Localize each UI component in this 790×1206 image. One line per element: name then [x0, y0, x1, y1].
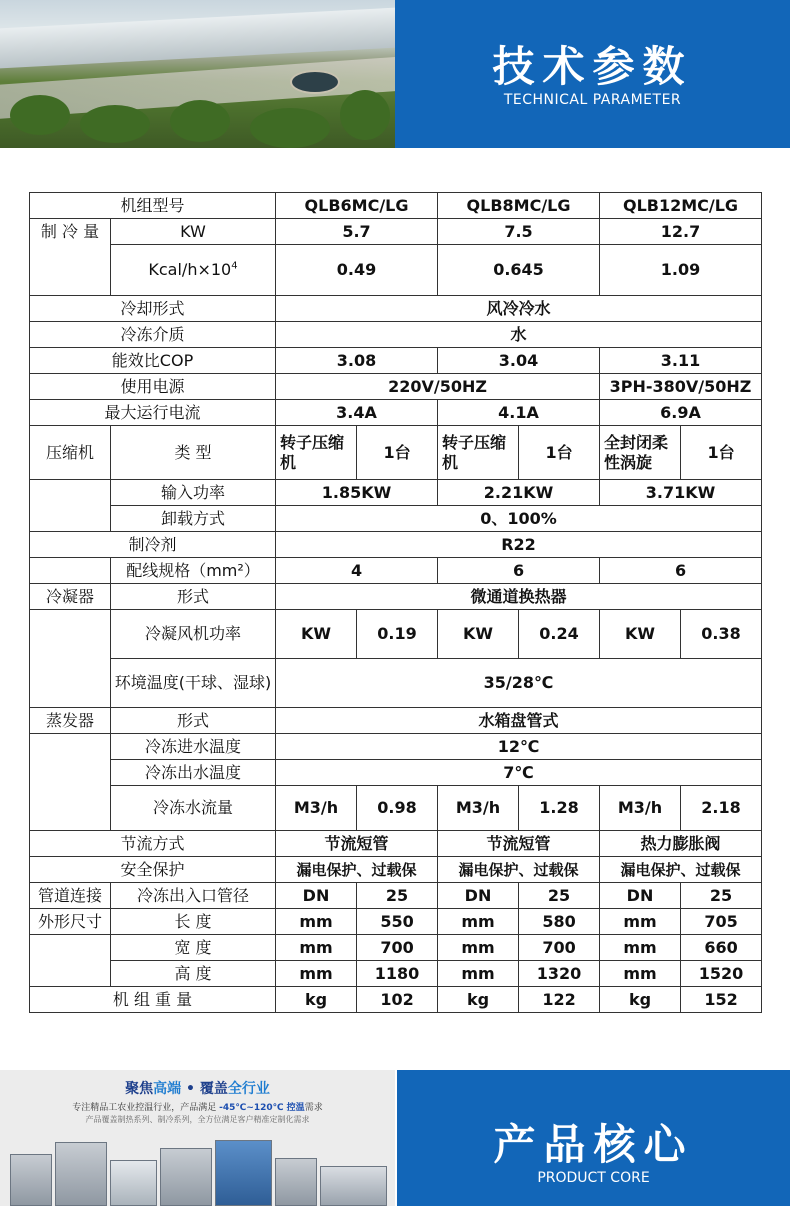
- evaporator-label: 蒸发器: [30, 708, 111, 734]
- table-row: [30, 760, 762, 786]
- table-row: [30, 659, 762, 708]
- cooling-kcal-unit: [111, 245, 276, 296]
- row-label: 长 度: [111, 909, 276, 935]
- row-label: 冷冻出入口管径: [111, 883, 276, 909]
- table-row: [30, 193, 762, 219]
- table-row: [30, 987, 762, 1013]
- table-row: [30, 935, 762, 961]
- cell-unit: mm: [438, 935, 519, 961]
- cell-value: 微通道换热器: [276, 584, 762, 610]
- machine-image: [215, 1140, 272, 1206]
- footer-banner: [0, 1070, 790, 1206]
- cell-value: 1.85KW: [276, 480, 438, 506]
- cell-value: 转子压缩机: [276, 426, 357, 480]
- cell-value: 660: [681, 935, 762, 961]
- cell-value: 1520: [681, 961, 762, 987]
- cell-value: 7℃: [276, 760, 762, 786]
- cell-value: 12.7: [600, 219, 762, 245]
- table-row: [30, 506, 762, 532]
- cell-value: 节流短管: [438, 831, 600, 857]
- row-label: 最大运行电流: [30, 400, 276, 426]
- dims-label: 外形尺寸: [30, 909, 111, 935]
- row-label: 形式: [111, 708, 276, 734]
- cell-value: 0、100%: [276, 506, 762, 532]
- cell-value: 0.38: [681, 610, 762, 659]
- cell-value: 580: [519, 909, 600, 935]
- factory-aerial-photo: [0, 0, 395, 148]
- cell-unit: KW: [600, 610, 681, 659]
- row-label: 节流方式: [30, 831, 276, 857]
- cell-value: 全封闭柔性涡旋: [600, 426, 681, 480]
- cell-unit: KW: [438, 610, 519, 659]
- table-row: [30, 961, 762, 987]
- promo-highlight: -45℃~120℃ 控温: [219, 1103, 305, 1113]
- cell-unit: DN: [438, 883, 519, 909]
- row-label: 机 组 重 量: [30, 987, 276, 1013]
- cell-value: 热力膨胀阀: [600, 831, 762, 857]
- promo-text: 专注精品工农业控温行业，产品满足: [72, 1103, 220, 1113]
- product-core-box: [397, 1070, 790, 1206]
- cooling-label: 制 冷 量: [30, 219, 111, 296]
- machine-image: [160, 1148, 212, 1206]
- table-row: [30, 883, 762, 909]
- promo-headline: [0, 1078, 395, 1098]
- cell-value: 25: [519, 883, 600, 909]
- cell-value: 7.5: [438, 219, 600, 245]
- cell-value: 6: [438, 558, 600, 584]
- cell-value: 3.71KW: [600, 480, 762, 506]
- table-row: [30, 708, 762, 734]
- promo-highlight: 全行业: [227, 1081, 270, 1097]
- cell-value: 水: [276, 322, 762, 348]
- cell-value: 550: [357, 909, 438, 935]
- cell-value: 122: [519, 987, 600, 1013]
- promo-text: 需求: [304, 1103, 323, 1113]
- cell-value: 0.19: [357, 610, 438, 659]
- cell-value: 700: [519, 935, 600, 961]
- cell-value: 2.18: [681, 786, 762, 831]
- cell-unit: KW: [276, 610, 357, 659]
- condenser-label: 冷凝器: [30, 584, 111, 610]
- row-label: 制冷剂: [30, 532, 276, 558]
- page-subtitle: TECHNICAL PARAMETER: [503, 92, 682, 108]
- cell-value: 水箱盘管式: [276, 708, 762, 734]
- cell-unit: DN: [600, 883, 681, 909]
- cell-value: 220V/50HZ: [276, 374, 600, 400]
- cell-value: 转子压缩机: [438, 426, 519, 480]
- cell-unit: DN: [276, 883, 357, 909]
- page-title: 技术参数: [492, 42, 693, 91]
- promo-text: • 覆盖: [181, 1081, 228, 1097]
- machine-image: [110, 1160, 157, 1206]
- table-row: [30, 532, 762, 558]
- table-row: [30, 348, 762, 374]
- table-row: [30, 831, 762, 857]
- cell-value: 漏电保护、过载保: [600, 857, 762, 883]
- cell-unit: kg: [438, 987, 519, 1013]
- header-banner: [0, 0, 790, 148]
- cell-unit: mm: [600, 935, 681, 961]
- cell-unit: mm: [600, 961, 681, 987]
- row-label: 冷冻出水温度: [111, 760, 276, 786]
- product-promo: [0, 1070, 395, 1206]
- cell-value: 4.1A: [438, 400, 600, 426]
- cell-unit: M3/h: [276, 786, 357, 831]
- cell-unit: M3/h: [438, 786, 519, 831]
- cell-value: 3.4A: [276, 400, 438, 426]
- row-label: 形式: [111, 584, 276, 610]
- product-core-subtitle: PRODUCT CORE: [537, 1170, 650, 1186]
- cell-value: 节流短管: [276, 831, 438, 857]
- cell-value: 102: [357, 987, 438, 1013]
- table-row: [30, 480, 762, 506]
- cell-value: 1.09: [600, 245, 762, 296]
- cell-value: 1180: [357, 961, 438, 987]
- cell-value: 0.24: [519, 610, 600, 659]
- cell-value: 6.9A: [600, 400, 762, 426]
- cell-value: 4: [276, 558, 438, 584]
- table-row: [30, 558, 762, 584]
- table-row: [30, 786, 762, 831]
- model-label: 机组型号: [30, 193, 276, 219]
- table-row: [30, 374, 762, 400]
- cell-value: 漏电保护、过载保: [276, 857, 438, 883]
- row-label: 冷冻进水温度: [111, 734, 276, 760]
- cell-value: 3.11: [600, 348, 762, 374]
- row-label: 冷冻水流量: [111, 786, 276, 831]
- table-row: [30, 245, 762, 296]
- cell-value: 35/28℃: [276, 659, 762, 708]
- promo-line-1: [0, 1100, 395, 1113]
- cell-value: 0.49: [276, 245, 438, 296]
- cooling-kw-unit: KW: [111, 219, 276, 245]
- cell-value: 705: [681, 909, 762, 935]
- row-label: 输入功率: [111, 480, 276, 506]
- cell-value: 漏电保护、过载保: [438, 857, 600, 883]
- product-core-title: 产品核心: [493, 1120, 694, 1169]
- row-label: 能效比COP: [30, 348, 276, 374]
- spec-table: [29, 192, 762, 1013]
- row-label: 类 型: [111, 426, 276, 480]
- table-row: [30, 296, 762, 322]
- kcal-exponent: 4: [231, 260, 238, 272]
- machine-image: [10, 1154, 52, 1206]
- cell-unit: mm: [600, 909, 681, 935]
- row-label: 高 度: [111, 961, 276, 987]
- cell-unit: mm: [438, 909, 519, 935]
- cell-value: 700: [357, 935, 438, 961]
- row-label: 冷却形式: [30, 296, 276, 322]
- cell-unit: mm: [276, 961, 357, 987]
- cell-value: 2.21KW: [438, 480, 600, 506]
- promo-text: 聚焦: [125, 1081, 154, 1097]
- machine-image: [275, 1158, 317, 1206]
- cell-value: 0.98: [357, 786, 438, 831]
- cell-value: 1台: [357, 426, 438, 480]
- cell-unit: kg: [600, 987, 681, 1013]
- table-row: [30, 219, 762, 245]
- model-1: QLB6MC/LG: [276, 193, 438, 219]
- row-label: 安全保护: [30, 857, 276, 883]
- title-box: [395, 0, 790, 148]
- promo-line-2: 产品覆盖制热系列、制冷系列，全方位满足客户精准定制化需求: [85, 1115, 310, 1124]
- machine-image: [55, 1142, 107, 1206]
- cell-value: 0.645: [438, 245, 600, 296]
- cell-value: 风冷冷水: [276, 296, 762, 322]
- cell-unit: mm: [276, 909, 357, 935]
- model-2: QLB8MC/LG: [438, 193, 600, 219]
- row-label: 配线规格（mm²）: [111, 558, 276, 584]
- cell-value: 1.28: [519, 786, 600, 831]
- compressor-label: 压缩机: [30, 426, 111, 480]
- cell-value: 152: [681, 987, 762, 1013]
- row-label: 卸载方式: [111, 506, 276, 532]
- model-3: QLB12MC/LG: [600, 193, 762, 219]
- cell-unit: kg: [276, 987, 357, 1013]
- cell-value: 25: [681, 883, 762, 909]
- cell-value: 3PH-380V/50HZ: [600, 374, 762, 400]
- machine-image: [320, 1166, 387, 1206]
- kcal-unit-text: Kcal/h×10: [148, 260, 232, 279]
- cell-value: 5.7: [276, 219, 438, 245]
- row-label: 冷凝风机功率: [111, 610, 276, 659]
- cell-value: 3.04: [438, 348, 600, 374]
- cell-unit: M3/h: [600, 786, 681, 831]
- table-row: [30, 426, 762, 480]
- table-row: [30, 857, 762, 883]
- table-row: [30, 909, 762, 935]
- cell-value: 25: [357, 883, 438, 909]
- cell-value: 12℃: [276, 734, 762, 760]
- cell-value: 3.08: [276, 348, 438, 374]
- cell-unit: mm: [438, 961, 519, 987]
- table-row: [30, 584, 762, 610]
- row-label: 宽 度: [111, 935, 276, 961]
- row-label: 冷冻介质: [30, 322, 276, 348]
- table-row: [30, 734, 762, 760]
- cell-value: 1320: [519, 961, 600, 987]
- cell-value: 1台: [681, 426, 762, 480]
- table-row: [30, 322, 762, 348]
- cell-unit: mm: [276, 935, 357, 961]
- row-label: 使用电源: [30, 374, 276, 400]
- row-label: 环境温度(干球、湿球): [111, 659, 276, 708]
- cell-value: R22: [276, 532, 762, 558]
- cell-value: 1台: [519, 426, 600, 480]
- promo-highlight: 高端: [153, 1081, 182, 1097]
- cell-value: 6: [600, 558, 762, 584]
- table-row: [30, 610, 762, 659]
- pipe-label: 管道连接: [30, 883, 111, 909]
- table-row: [30, 400, 762, 426]
